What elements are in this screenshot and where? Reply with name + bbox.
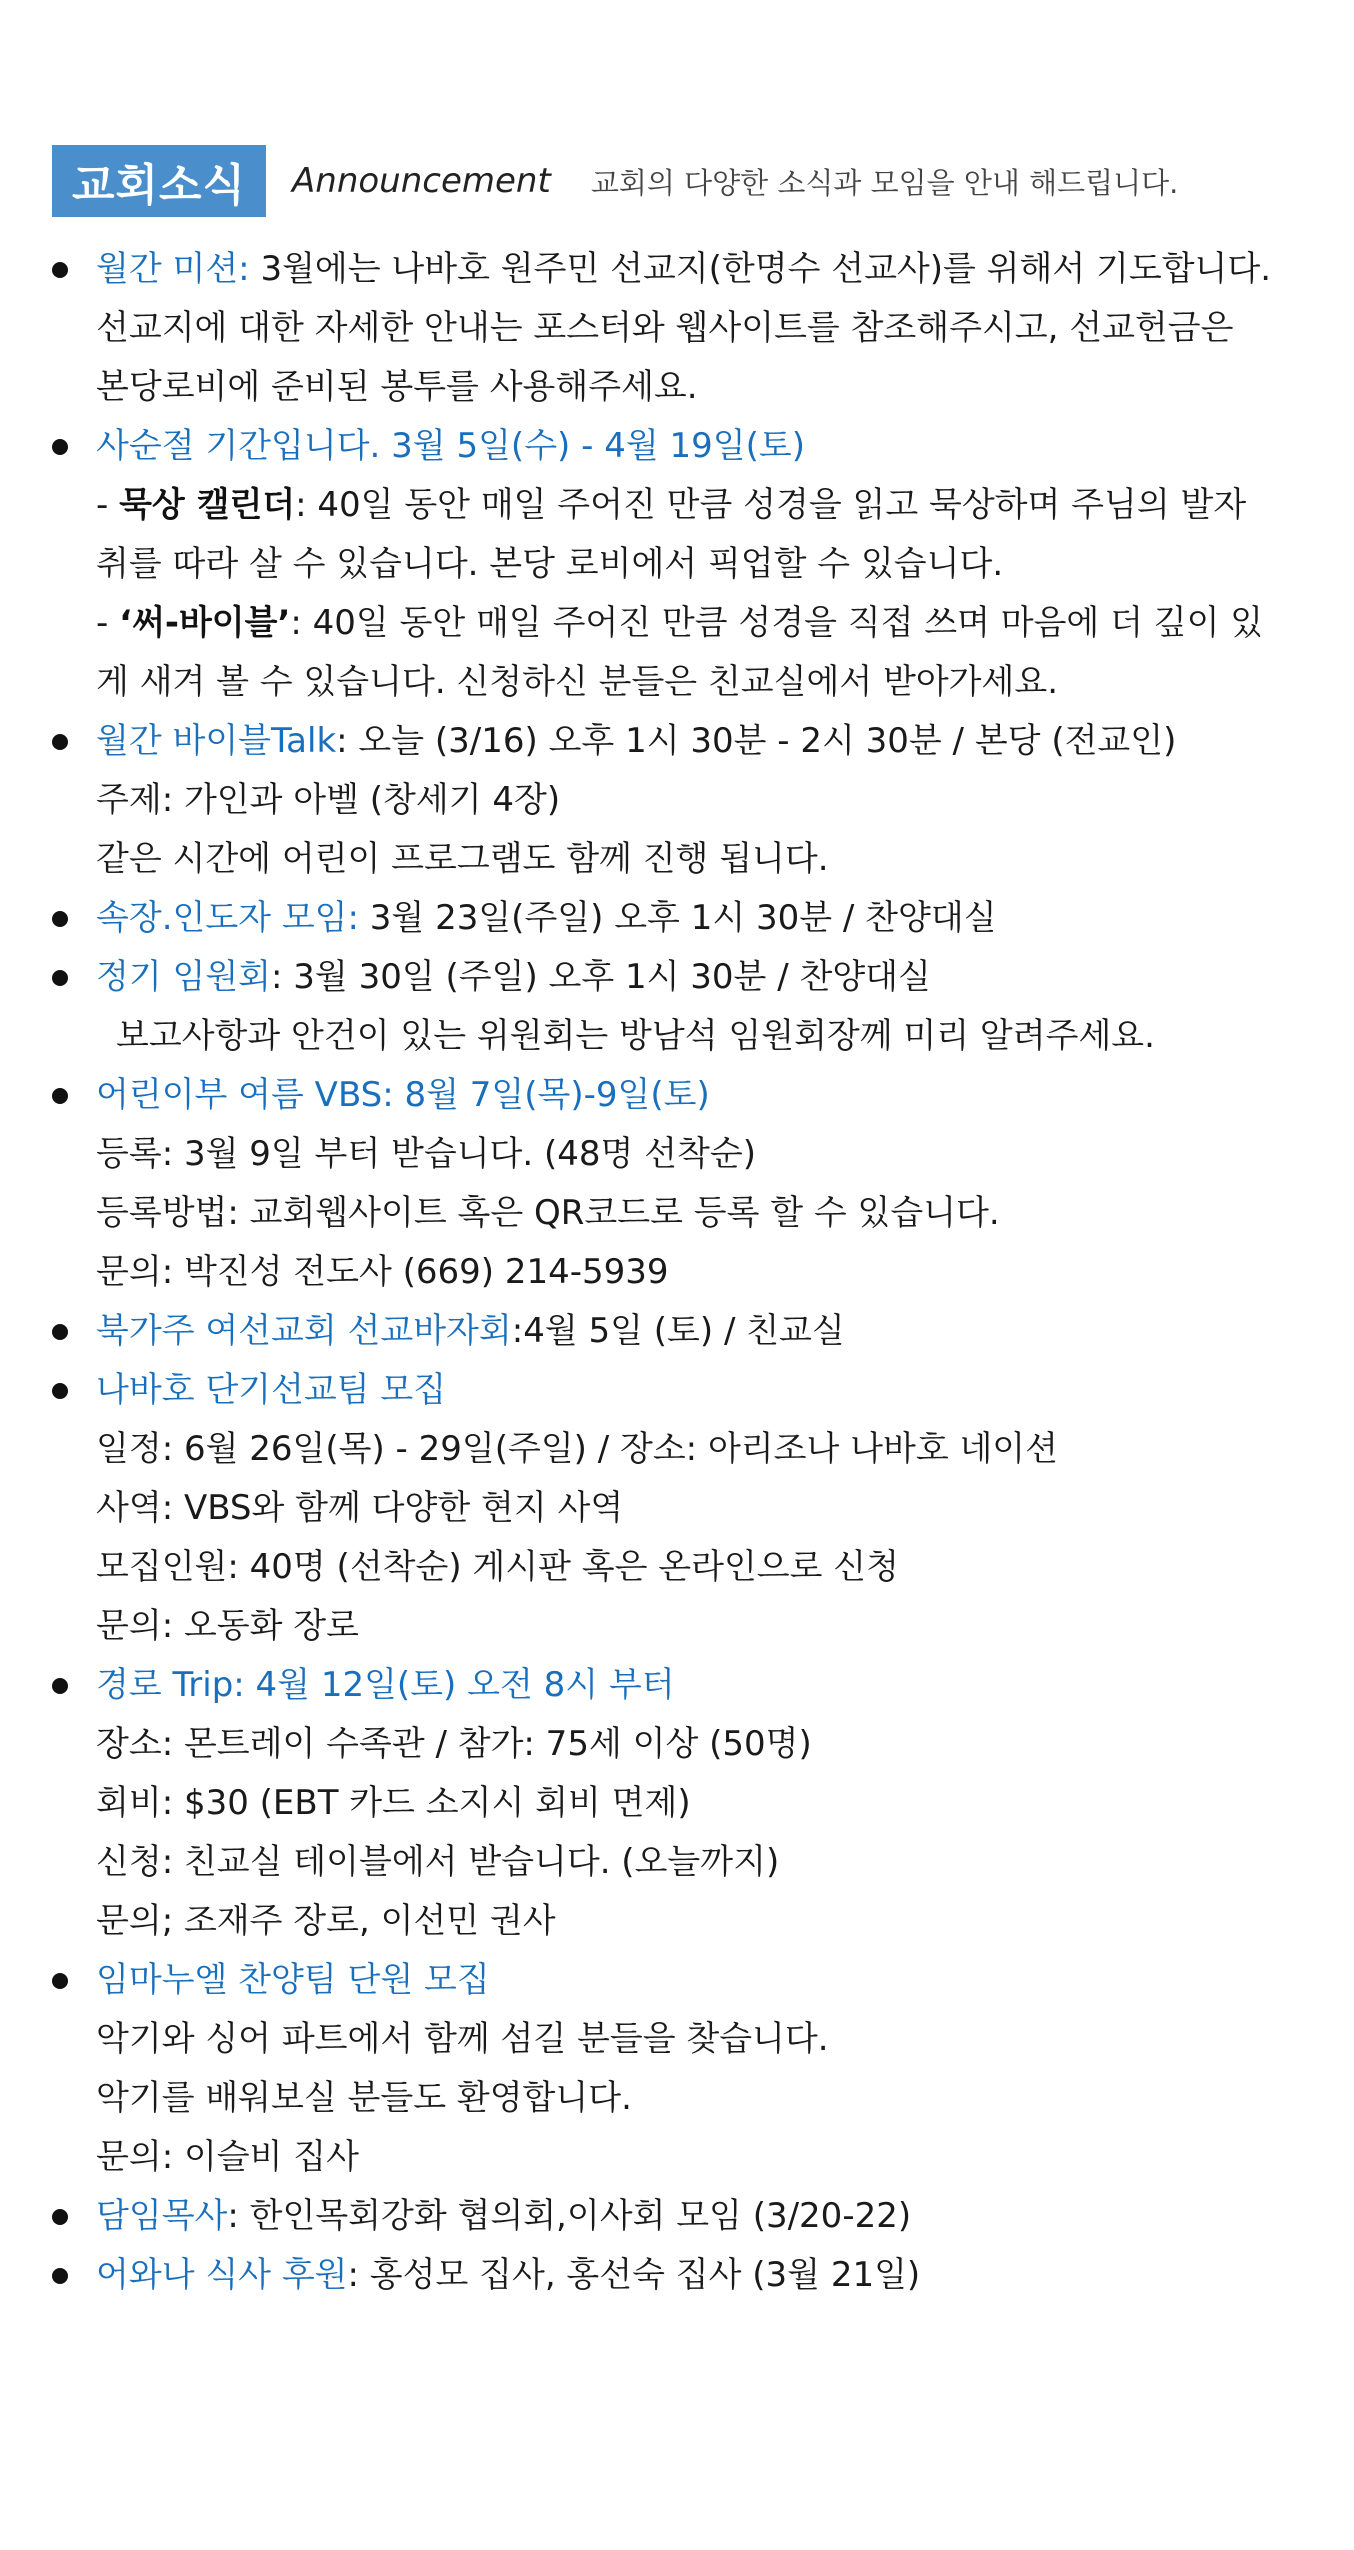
bullet-icon (52, 1383, 68, 1399)
announcement-item-seniors-trip (46, 1656, 1336, 1951)
announcement-line: 선교지에 대한 자세한 안내는 포스터와 웹사이트를 참조해주시고, 선교헌금은 (96, 308, 1234, 348)
announcement-line (96, 240, 1336, 299)
announcement-item-mission-team (46, 1361, 1336, 1656)
dash-prefix: - (96, 485, 120, 525)
announcement-line: 사역: VBS와 함께 다양한 현지 사역 (96, 1488, 624, 1528)
announcement-list (46, 240, 1336, 2305)
section-header (52, 145, 1178, 217)
announcement-title: 속장.인도자 모임: (96, 898, 359, 938)
announcement-line: 악기를 배워보실 분들도 환영합니다. (96, 2078, 632, 2118)
announcement-item-bible-talk (46, 712, 1336, 889)
announcement-line: 같은 시간에 어린이 프로그램도 함께 진행 됩니다. (96, 839, 829, 879)
announcement-line: 신청: 친교실 테이블에서 받습니다. (오늘까지) (96, 1842, 780, 1882)
announcement-item-vbs (46, 1066, 1336, 1302)
announcement-text: :4월 5일 (토) / 친교실 (511, 1311, 845, 1351)
announcement-line: 모집인원: 40명 (선착순) 게시판 혹은 온라인으로 신청 (96, 1547, 899, 1587)
section-english-title: Announcement (292, 161, 551, 201)
announcement-line (96, 2246, 1336, 2305)
bullet-icon (52, 1324, 68, 1340)
announcement-line: 보고사항과 안건이 있는 위원회는 방남석 임원회장께 미리 알려주세요. (116, 1016, 1155, 1056)
announcement-line (96, 948, 1336, 1007)
announcement-line: 등록: 3월 9일 부터 받습니다. (48명 선착순) (96, 1134, 756, 1174)
bullet-icon (52, 911, 68, 927)
announcement-line: 취를 따라 살 수 있습니다. 본당 로비에서 픽업할 수 있습니다. (96, 544, 1004, 584)
write-bible-label: ‘써-바이블’ (119, 603, 291, 643)
announcement-item-board-meeting (46, 948, 1336, 1066)
announcement-line (96, 712, 1336, 771)
announcement-text: : 한인목회강화 협의회,이사회 모임 (3/20-22) (227, 2196, 912, 2236)
announcement-line: 문의: 이슬비 집사 (96, 2137, 359, 2177)
announcement-text: : 홍성모 집사, 홍선숙 집사 (3월 21일) (347, 2255, 921, 2295)
announcement-text: : 40일 동안 매일 주어진 만큼 성경을 읽고 묵상하며 주님의 발자 (295, 485, 1247, 525)
bullet-icon (52, 734, 68, 750)
announcement-item-leaders-meeting (46, 889, 1336, 948)
announcement-item-lent (46, 417, 1336, 712)
announcement-line: 회비: $30 (EBT 카드 소지시 회비 면제) (96, 1783, 691, 1823)
bullet-icon (52, 1973, 68, 1989)
bullet-icon (52, 262, 68, 278)
announcement-title: 월간 바이블Talk (96, 721, 337, 761)
announcement-title: 사순절 기간입니다. 3월 5일(수) - 4월 19일(토) (96, 426, 805, 466)
bullet-icon (52, 1088, 68, 1104)
section-badge: 교회소식 (52, 145, 266, 217)
announcement-line: 문의: 오동화 장로 (96, 1606, 359, 1646)
announcement-line: 장소: 몬트레이 수족관 / 참가: 75세 이상 (50명) (96, 1724, 812, 1764)
announcement-title: 나바호 단기선교팀 모집 (96, 1370, 447, 1410)
announcement-title: 임마누엘 찬양팀 단원 모집 (96, 1960, 490, 2000)
announcement-item-worship-team (46, 1951, 1336, 2187)
announcement-line: 본당로비에 준비된 봉투를 사용해주세요. (96, 367, 698, 407)
announcement-text: : 오늘 (3/16) 오후 1시 30분 - 2시 30분 / 본당 (전교인) (336, 721, 1177, 761)
announcement-line (96, 889, 1336, 948)
announcement-line (96, 2187, 1336, 2246)
section-subtitle: 교회의 다양한 소식과 모임을 안내 해드립니다. (590, 165, 1179, 200)
announcement-line: 주제: 가인과 아벨 (창세기 4장) (96, 780, 561, 820)
announcement-text: 3월에는 나바호 원주민 선교지(한명수 선교사)를 위해서 기도합니다. (249, 249, 1272, 289)
announcement-text: : 3월 30일 (주일) 오후 1시 30분 / 찬양대실 (271, 957, 931, 997)
announcement-item-bazaar (46, 1302, 1336, 1361)
announcement-title: 경로 Trip: 4월 12일(토) 오전 8시 부터 (96, 1665, 675, 1705)
announcement-text: : 40일 동안 매일 주어진 만큼 성경을 직접 쓰며 마음에 더 깊이 있 (290, 603, 1264, 643)
announcement-line: 문의; 조재주 장로, 이선민 권사 (96, 1901, 556, 1941)
announcement-text: 3월 23일(주일) 오후 1시 30분 / 찬양대실 (358, 898, 997, 938)
bullet-icon (52, 2268, 68, 2284)
announcement-item-monthly-mission (46, 240, 1336, 417)
announcement-title: 북가주 여선교회 선교바자회 (96, 1311, 512, 1351)
devotional-calendar-label: 묵상 캘린더 (119, 485, 296, 525)
bullet-icon (52, 970, 68, 986)
bullet-icon (52, 2209, 68, 2225)
announcement-line (96, 594, 1336, 653)
announcement-line (96, 1302, 1336, 1361)
dash-prefix: - (96, 603, 120, 643)
announcement-title: 월간 미션: (96, 249, 250, 289)
bullet-icon (52, 439, 68, 455)
announcement-title: 어와나 식사 후원 (96, 2255, 348, 2295)
announcement-line: 등록방법: 교회웹사이트 혹은 QR코드로 등록 할 수 있습니다. (96, 1193, 1000, 1233)
announcement-line (96, 476, 1336, 535)
announcement-item-awana-meal (46, 2246, 1336, 2305)
announcement-line: 악기와 싱어 파트에서 함께 섬길 분들을 찾습니다. (96, 2019, 829, 2059)
bullet-icon (52, 1678, 68, 1694)
announcement-line: 문의: 박진성 전도사 (669) 214-5939 (96, 1252, 669, 1292)
announcement-item-senior-pastor (46, 2187, 1336, 2246)
announcement-title: 담임목사 (96, 2196, 228, 2236)
announcement-line: 게 새겨 볼 수 있습니다. 신청하신 분들은 친교실에서 받아가세요. (96, 662, 1059, 702)
announcement-line: 일정: 6월 26일(목) - 29일(주일) / 장소: 아리조나 나바호 네이션 (96, 1429, 1058, 1469)
announcement-title: 어린이부 여름 VBS: 8월 7일(목)-9일(토) (96, 1075, 710, 1115)
announcement-title: 정기 임원회 (96, 957, 272, 997)
